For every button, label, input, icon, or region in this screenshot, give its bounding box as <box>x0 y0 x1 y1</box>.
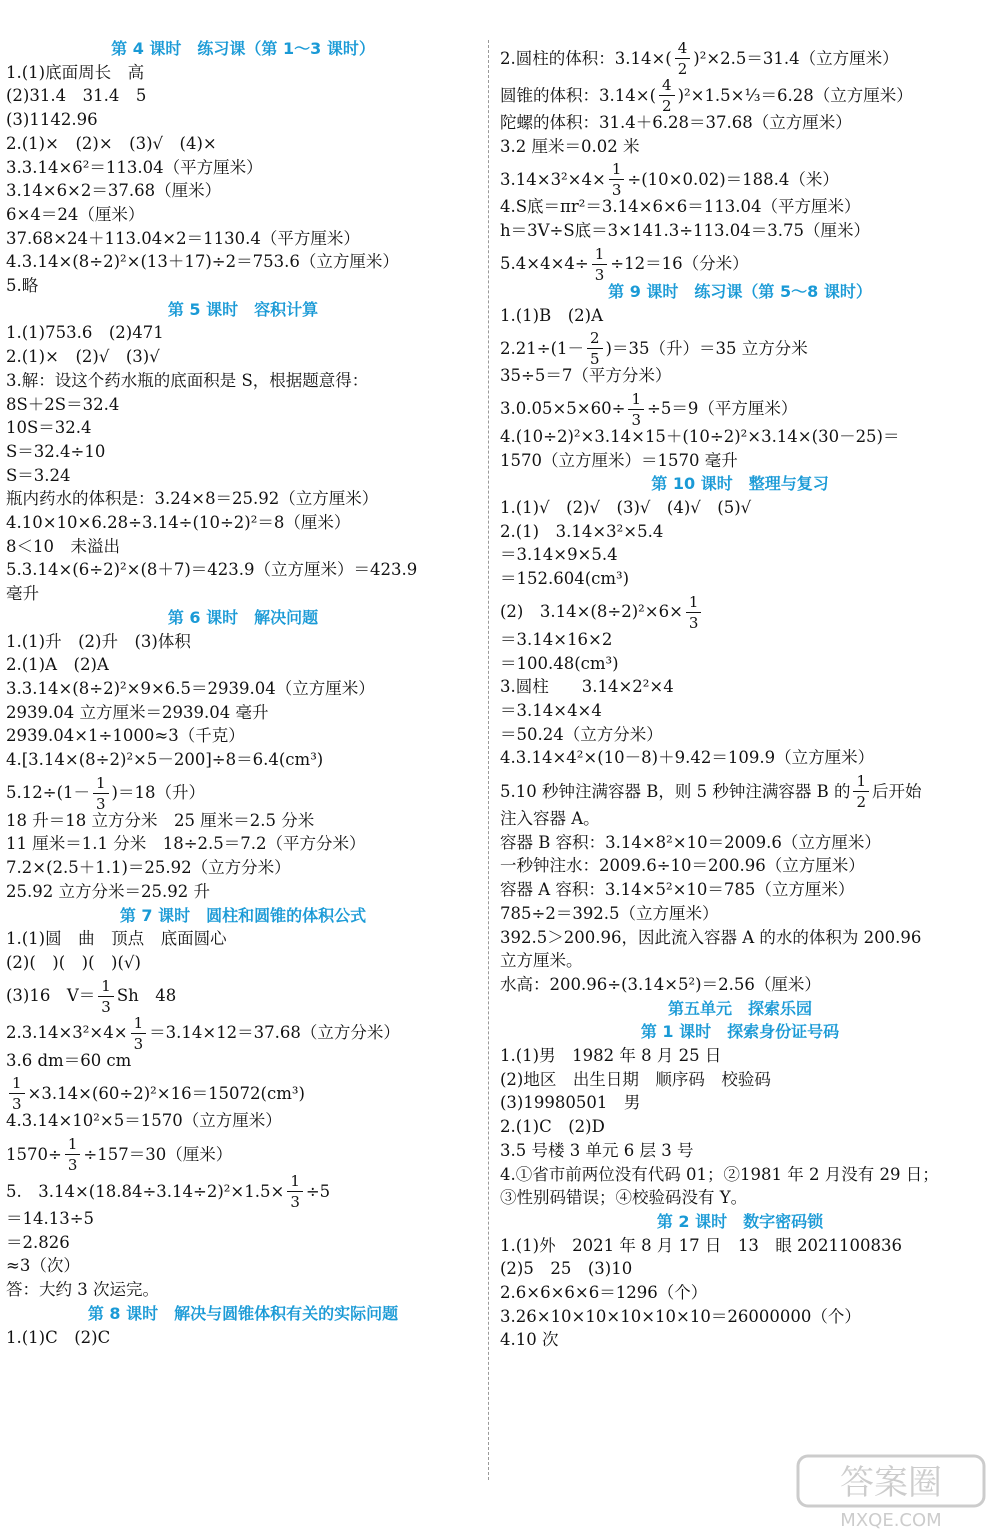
answer-line: 6×4＝24（厘米） <box>6 204 145 224</box>
answer-line: 1.(1)√ (2)√ (3)√ (4)√ (5)√ <box>500 498 752 517</box>
fraction-numerator: 1 <box>131 1013 147 1034</box>
answer-line: 2.(1) 3.14×3²×5.4 <box>500 521 664 541</box>
fraction-denominator: 3 <box>101 997 111 1016</box>
text-after-fraction: )＝35（升）＝35 立方分米 <box>605 338 808 358</box>
answer-line: 2.(1)A (2)A <box>6 655 109 675</box>
answer-line: 4.3.14×10²×5＝1570（立方厘米） <box>6 1111 282 1131</box>
fraction-numerator: 1 <box>65 1134 81 1155</box>
text-before-fraction: (3)16 V＝ <box>6 986 96 1006</box>
fraction-numerator: 1 <box>853 771 869 792</box>
left-column <box>6 38 480 1536</box>
fraction <box>628 389 644 430</box>
right-column <box>500 38 980 1536</box>
answer-line: 11 厘米＝1.1 分米 18÷2.5＝7.2（平方分米） <box>6 834 366 854</box>
answer-line: 2.(1)C (2)D <box>500 1117 605 1137</box>
answer-line: 1570（立方厘米）＝1570 毫升 <box>500 450 738 470</box>
text-before-fraction: 5.4×4×4÷ <box>500 254 589 274</box>
fraction-denominator: 3 <box>631 410 641 429</box>
answer-line: ＝100.48(cm³) <box>500 653 619 673</box>
answer-line: 3.解：设这个药水瓶的底面积是 S，根据题意得： <box>6 370 369 390</box>
section-heading: 第 4 课时 练习课（第 1～3 课时） <box>111 39 375 58</box>
text-before-fraction: 5.10 秒钟注满容器 B，则 5 秒钟注满容器 B 的 <box>500 781 851 801</box>
fraction-numerator: 1 <box>9 1073 25 1094</box>
answer-line: 4.3.14×4²×(10－8)＋9.42＝109.9（立方厘米） <box>500 748 875 768</box>
section-heading: 第 9 课时 练习课（第 5～8 课时） <box>608 281 872 301</box>
answer-line: 37.68×24＋113.04×2＝1130.4（平方厘米） <box>6 228 360 248</box>
answer-line: 立方厘米。 <box>500 951 583 971</box>
fraction <box>592 244 608 285</box>
answer-line: 1.(1)升 (2)升 (3)体积 <box>6 631 191 651</box>
fraction <box>686 592 702 633</box>
text-before-fraction: 5.12÷(1－ <box>6 783 90 803</box>
answer-line: 4.[3.14×(8÷2)²×5－200]÷8＝6.4(cm³) <box>6 750 324 769</box>
answer-line: ＝3.14×9×5.4 <box>500 545 618 565</box>
answer-line: ＝50.24（立方分米） <box>500 724 663 744</box>
watermark-text: 答案圈 <box>840 1463 942 1503</box>
answer-line: 2.6×6×6×6＝1296（个） <box>500 1283 708 1302</box>
fraction-numerator: 1 <box>98 976 114 997</box>
fraction <box>98 976 114 1017</box>
answer-line: S＝3.24 <box>6 465 71 485</box>
fraction <box>659 75 675 116</box>
answer-line: 1.(1)C (2)C <box>6 1327 111 1347</box>
section-heading: 第 5 课时 容积计算 <box>167 299 319 319</box>
fraction-denominator: 3 <box>611 181 622 200</box>
text-before-fraction: 2.3.14×3²×4× <box>6 1023 128 1043</box>
answer-line: h＝3V÷S底＝3×141.3÷113.04＝3.75（厘米） <box>500 221 871 241</box>
answer-line: 18 升＝18 立方分米 25 厘米＝2.5 分米 <box>6 810 315 830</box>
answer-line: 1.(1)753.6 (2)471 <box>6 323 164 343</box>
text-before-fraction: 2.21÷(1－ <box>500 338 584 358</box>
fraction <box>93 773 109 814</box>
fraction-denominator: 3 <box>67 1156 78 1174</box>
text-after-fraction: Sh 48 <box>116 986 177 1006</box>
text-before-fraction: 圆锥的体积：3.14×( <box>500 85 657 105</box>
fraction-numerator: 1 <box>592 244 608 265</box>
fraction-numerator: 1 <box>628 389 644 410</box>
answer-line: 1.(1)男 1982 年 8 月 25 日 <box>500 1046 722 1065</box>
text-after-fraction: ÷157＝30（厘米） <box>83 1144 233 1164</box>
answer-line: 3.圆柱 3.14×2²×4 <box>500 677 674 697</box>
fraction-denominator: 3 <box>594 265 605 284</box>
text-after-fraction: ＝3.14×12＝37.68（立方分米） <box>149 1023 400 1043</box>
section-heading: 第 8 课时 解决与圆锥体积有关的实际问题 <box>87 1303 399 1323</box>
fraction-denominator: 2 <box>677 60 688 78</box>
fraction <box>675 38 691 79</box>
answer-line: 3.5 号楼 3 单元 6 层 3 号 <box>500 1140 694 1160</box>
fraction-denominator: 3 <box>688 613 699 632</box>
answer-line: 4.(10÷2)²×3.14×15＋(10÷2)²×3.14×(30－25)＝ <box>500 426 900 446</box>
fraction-denominator: 3 <box>12 1095 22 1114</box>
answer-line: 2.(1)× (2)× (3)√ (4)× <box>6 133 217 153</box>
answer-line: (2)( )( )( )(√) <box>6 952 141 972</box>
answer-line: ＝152.604(cm³) <box>500 569 630 589</box>
answer-line: 水高：200.96÷(3.14×5²)＝2.56（厘米） <box>500 974 821 994</box>
text-after-fraction: 后开始 <box>872 781 922 801</box>
fraction <box>853 771 869 812</box>
answer-line: 35÷5＝7（平方分米） <box>500 366 672 386</box>
answer-line: 注入容器 A。 <box>500 809 600 828</box>
fraction-numerator: 1 <box>686 592 702 613</box>
answer-line: ＝3.14×16×2 <box>500 629 613 649</box>
answer-line: 4.10 次 <box>500 1330 559 1350</box>
answer-line: 答：大约 3 次运完。 <box>6 1280 159 1300</box>
answer-line: ≈3（次） <box>6 1256 80 1276</box>
text-after-fraction: )＝18（升） <box>111 783 205 803</box>
answer-line: 瓶内药水的体积是：3.24×8＝25.92（立方厘米） <box>6 489 379 509</box>
answer-line: 3.2 厘米＝0.02 米 <box>500 136 640 156</box>
answer-line: 5.略 <box>6 276 39 295</box>
answer-line: 4.3.14×(8÷2)²×(13＋17)÷2＝753.6（立方厘米） <box>6 252 399 272</box>
text-after-fraction: ÷5＝9（平方厘米） <box>647 399 798 419</box>
answer-line: 容器 A 容积：3.14×5²×10＝785（立方厘米） <box>500 880 855 900</box>
answer-line: 2939.04 立方厘米＝2939.04 毫升 <box>6 702 269 722</box>
answer-line: 1.(1)底面周长 高 <box>6 62 145 82</box>
fraction <box>609 159 625 200</box>
answer-line: 1.(1)外 2021 年 8 月 17 日 13 眼 2021100836 <box>500 1235 903 1255</box>
text-before-fraction: 3.0.05×5×60÷ <box>500 399 626 419</box>
fraction-numerator: 4 <box>675 38 691 59</box>
fraction-denominator: 2 <box>856 793 867 811</box>
answer-line: 一秒钟注水：2009.6÷10＝200.96（立方厘米） <box>500 856 865 876</box>
answer-line: 7.2×(2.5＋1.1)＝25.92（立方分米） <box>6 858 291 878</box>
fraction-denominator: 3 <box>133 1034 144 1053</box>
fraction-numerator: 1 <box>609 159 625 180</box>
fraction-numerator: 4 <box>659 75 675 96</box>
answer-line: 3.3.14×6²＝113.04（平方厘米） <box>6 157 263 177</box>
answer-line: 4.10×10×6.28÷3.14÷(10÷2)²＝8（厘米） <box>6 513 351 532</box>
answer-line: (3)19980501 男 <box>500 1093 641 1113</box>
section-heading: 第五单元 探索乐园 <box>667 998 812 1018</box>
fraction-denominator: 3 <box>96 794 106 813</box>
answer-line: 10S＝32.4 <box>6 418 92 438</box>
answer-line: 3.3.14×(8÷2)²×9×6.5＝2939.04（立方厘米） <box>6 678 375 698</box>
fraction <box>65 1134 81 1175</box>
text-after-fraction: ÷(10×0.02)＝188.4（米） <box>627 169 839 189</box>
answer-line: 4.S底＝πr²＝3.14×6×6＝113.04（平方厘米） <box>500 197 861 217</box>
answer-line: (2)地区 出生日期 顺序码 校验码 <box>500 1069 771 1089</box>
answer-line: 8S＋2S＝32.4 <box>6 394 120 414</box>
section-heading: 第 10 课时 整理与复习 <box>651 474 829 494</box>
fraction-denominator: 3 <box>290 1193 300 1211</box>
text-after-fraction: )²×2.5＝31.4（立方厘米） <box>693 48 899 68</box>
text-before-fraction: 5. 3.14×(18.84÷3.14÷2)²×1.5× <box>6 1181 285 1201</box>
fraction-numerator: 1 <box>287 1171 303 1192</box>
answer-line: ③性别码错误；④校验码没有 Y。 <box>500 1188 748 1208</box>
answer-line: (3)1142.96 <box>6 110 98 130</box>
text-after-fraction: ÷5 <box>305 1181 331 1201</box>
fraction-numerator: 1 <box>93 773 109 794</box>
answer-line: 3.14×6×2＝37.68（厘米） <box>6 181 222 201</box>
answer-line: 8＜10 未溢出 <box>6 536 120 556</box>
answer-line: 392.5＞200.96，因此流入容器 A 的水的体积为 200.96 <box>500 927 922 947</box>
answer-line: 785÷2＝392.5（立方厘米） <box>500 903 719 923</box>
answer-line: S＝32.4÷10 <box>6 441 106 461</box>
answer-line: ＝14.13÷5 <box>6 1209 95 1228</box>
answer-line: 3.26×10×10×10×10×10＝26000000（个） <box>500 1306 861 1326</box>
text-before-fraction: (2) 3.14×(8÷2)²×6× <box>500 602 683 622</box>
text-after-fraction: )²×1.5×⅓＝6.28（立方厘米） <box>677 85 913 105</box>
fraction-denominator: 5 <box>590 350 600 369</box>
fraction-denominator: 2 <box>662 97 672 115</box>
fraction <box>9 1073 25 1114</box>
answer-line: (2)5 25 (3)10 <box>500 1259 633 1279</box>
section-heading: 第 2 课时 数字密码锁 <box>656 1211 824 1231</box>
watermark-url: MXQE.COM <box>840 1510 942 1531</box>
fraction <box>287 1171 303 1212</box>
text-after-fraction: ×3.14×(60÷2)²×16＝15072(cm³) <box>27 1083 305 1103</box>
answer-line: 2939.04×1÷1000≈3（千克） <box>6 726 245 746</box>
column-divider <box>488 40 489 1480</box>
answer-line: ＝2.826 <box>6 1232 70 1252</box>
answer-line: ＝3.14×4×4 <box>500 700 602 720</box>
watermark-logo <box>796 1454 986 1532</box>
answer-line: 陀螺的体积：31.4＋6.28＝37.68（立方厘米） <box>500 113 852 132</box>
section-heading: 第 1 课时 探索身份证号码 <box>640 1022 840 1042</box>
answer-line: 3.6 dm＝60 cm <box>6 1050 132 1070</box>
section-heading: 第 6 课时 解决问题 <box>167 607 319 627</box>
answer-line: 5.3.14×(6÷2)²×(8＋7)＝423.9（立方厘米）＝423.9 <box>6 560 418 580</box>
text-before-fraction: 1570÷ <box>6 1144 62 1164</box>
text-before-fraction: 3.14×3²×4× <box>500 169 606 189</box>
answer-line: 1.(1)B (2)A <box>500 305 604 325</box>
answer-line: (2)31.4 31.4 5 <box>6 86 147 106</box>
fraction <box>131 1013 147 1054</box>
text-before-fraction: 2.圆柱的体积：3.14×( <box>500 48 672 68</box>
answer-line: 毫升 <box>6 584 39 604</box>
text-after-fraction: ÷12＝16（分米） <box>610 254 749 274</box>
answer-line: 2.(1)× (2)√ (3)√ <box>6 347 160 367</box>
answer-line: 容器 B 容积：3.14×8²×10＝2009.6（立方厘米） <box>500 832 881 852</box>
fraction <box>587 328 603 369</box>
answer-line: 4.①省市前两位没有代码 01；②1981 年 2 月没有 29 日； <box>500 1164 939 1184</box>
section-heading: 第 7 课时 圆柱和圆锥的体积公式 <box>119 905 367 925</box>
answer-line: 1.(1)圆 曲 顶点 底面圆心 <box>6 929 227 949</box>
answer-line: 25.92 立方分米＝25.92 升 <box>6 881 210 901</box>
fraction-numerator: 2 <box>587 328 603 349</box>
